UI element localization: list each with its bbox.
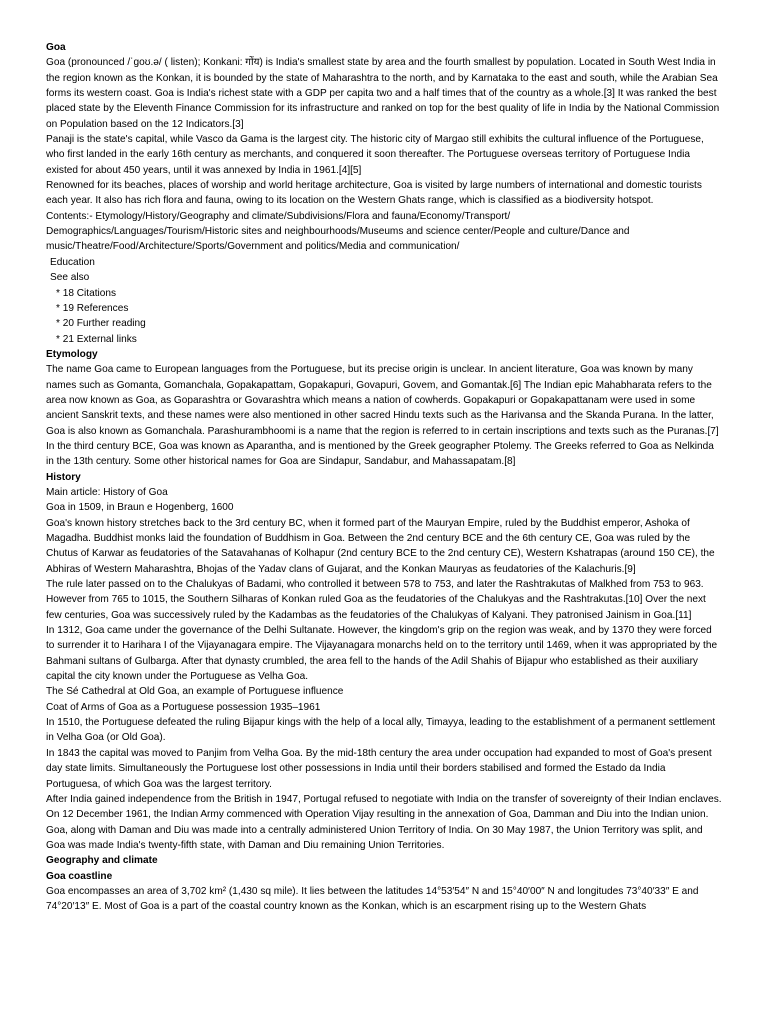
paragraph-history-1510: In 1510, the Portuguese defeated the ruling Bijapur kings with the help of a local ally, Timayya, leading to the establishment of a permanent settlement in Velha Goa (or Old Goa). [46,717,716,744]
paragraph-history-early: Goa's known history stretches back to the 3rd century BC, when it formed part of the Mauryan Empire, ruled by the Buddhist emperor, Ashoka of Magadha. Buddhist monks laid the foundation of Buddhism in Goa. Between the 2nd century BCE and the 6th century CE, Goa was ruled by the Chutus of Karwar as feudatories of the Satavahanas of Kolhapur (2nd century BCE to the 2nd century CE), Western Kshatrapas (around 150 CE), the Abhiras of Western Maharashtra, Bhojas of the Yadav clans of Gujarat, and the Konkan Mauryas as feudatories of the Kalachuris.[9] [46,517,715,575]
paragraph-history-independence: After India gained independence from the British in 1947, Portugal refused to negotiate with India on the transfer of sovereignty of their Indian enclaves. On 12 December 1961, the Indian Army commenced with Operation Vijay resulting in the annexation of Goa, Damman and Diu into the Indian union. Goa, along with Daman and Diu was made into a centrally administered Union Territory of India. On 30 May 1987, the Union Territory was split, and Goa was made India's twenty-fifth state, with Daman and Diu remaining Union Territories. [46,793,722,851]
contents-line-1: Contents:- Etymology/History/Geography and climate/Subdivisions/Flora and fauna/Economy/Transport/ [46,210,511,222]
section-heading-geography: Geography and climate [46,855,158,867]
paragraph-history-chalukyas: The rule later passed on to the Chalukyas of Badami, who controlled it between 578 to 753, and later the Rashtrakutas of Malkhed from 753 to 963. However from 765 to 1015, the Southern Silharas of Konkan ruled Goa as the feudatories of the Chalukyas and the Rashtrakutas.[10] Over the next few centuries, Goa was successively ruled by the Kadambas as the feudatories of the Chalukyas of Kalyani. They patronised Jainism in Goa.[11] [46,579,706,621]
contents-external-links: * 21 External links [56,333,137,345]
section-heading-etymology: Etymology [46,348,98,360]
section-heading-history: History [46,471,81,483]
document-page [46,40,722,915]
contents-line-2: Demographics/Languages/Tourism/Historic sites and neighbourhoods/Museums and science center/People and culture/Dance and music/Theatre/Food/Architecture/Sports/Government and politics/Media and communication/ [46,226,630,253]
history-caption-coat-of-arms: Coat of Arms of Goa as a Portuguese possession 1935–1961 [46,701,321,713]
paragraph-history-1312: In 1312, Goa came under the governance of the Delhi Sultanate. However, the kingdom's grip on the region was weak, and by 1370 they were forced to surrender it to Harihara I of the Vijayanagara empire. The Vijayanagara monarchs held on to the territory until 1469, when it was appropriated by the Bahmani sultans of Gulbarga. After that dynasty crumbled, the area fell to the hands of the Adil Shahis of Bijapur who established as their auxiliary capital the city known under the Portuguese as Velha Goa. [46,625,718,683]
paragraph-etymology: The name Goa came to European languages from the Portuguese, but its precise origin is unclear. In ancient literature, Goa was known by many names such as Gomanta, Gomanchala, Gopakapattam, Gopakapuri, Govapuri, Govem, and Gomantak.[6] The Indian epic Mahabharata refers to the area now known as Goa, as Goparashtra or Govarashtra which means a nation of cowherds. Gopakapuri or Gopakapattanam were used in some ancient Sanskrit texts, and these names were also mentioned in other sacred Hindu texts such as the Harivansa and the Skanda Purana. In the latter, Goa is also known as Gomanchala. Parashurambhoomi is a name that the region is referred to in certain inscriptions and texts such as the Puranas.[7] In the third century BCE, Goa was known as Aparantha, and is mentioned by the Greek geographer Ptolemy. The Greeks referred to Goa as Nelkinda in the 13th century. Some other historical names for Goa are Sindapur, Sandabur, and Mahassapatam.[8] [46,364,719,468]
subheading-goa-coastline: Goa coastline [46,870,113,882]
paragraph-history-1843: In 1843 the capital was moved to Panjim from Velha Goa. By the mid-18th century the area under occupation had expanded to most of Goa's present day state limits. Simultaneously the Portuguese lost other possessions in India until their borders stabilised and formed the Estado da India Portuguesa, of which Goa was the largest territory. [46,747,712,790]
contents-education: Education [50,256,95,268]
contents-further-reading: * 20 Further reading [56,318,146,330]
history-caption-1509: Goa in 1509, in Braun e Hogenberg, 1600 [46,502,234,514]
contents-see-also: See also [50,272,90,284]
history-main-article: Main article: History of Goa [46,486,168,498]
section-heading-goa: Goa [46,42,66,53]
paragraph-geography: Goa encompasses an area of 3,702 km² (1,430 sq mile). It lies between the latitudes 14°53′54″ N and 15°40′00″ N and longitudes 73°40′33″ E and 74°20′13″ E. Most of Goa is a part of the coastal country known as the Konkan, which is an escarpment rising up to the Western Ghats [46,885,699,913]
paragraph-intro: Goa (pronounced /ˈɡoʊ.ə/ ( listen); Konkani: गोंय) is India's smallest state by area and the fourth smallest by population. Located in South West India in the region known as the Konkan, it is bounded by the state of Maharashtra to the north, and by Karnataka to the east and south, while the Arabian Sea forms its western coast. Goa is India's richest state with a GDP per capita two and a half times that of the country as a whole.[3] It was ranked the best placed state by the Eleventh Finance Commission for its infrastructure and ranked on top for the best quality of life in India by the National Commission on Population based on the 12 Indicators.[3] [46,57,720,130]
paragraph-panaji: Panaji is the state's capital, while Vasco da Gama is the largest city. The historic city of Margao still exhibits the cultural influence of the Portuguese, who first landed in the early 16th century as merchants, and conquered it soon thereafter. The Portuguese overseas territory of Portuguese India existed for about 450 years, until it was annexed by India in 1961.[4][5] [46,134,704,176]
contents-references: * 19 References [56,302,129,314]
history-caption-cathedral: The Sé Cathedral at Old Goa, an example of Portuguese influence [46,686,344,698]
contents-citations: * 18 Citations [56,287,117,299]
paragraph-tourism: Renowned for its beaches, places of worship and world heritage architecture, Goa is visited by large numbers of international and domestic tourists each year. It also has rich flora and fauna, owing to its location on the Western Ghats range, which is classified as a biodiversity hotspot. [46,180,702,207]
